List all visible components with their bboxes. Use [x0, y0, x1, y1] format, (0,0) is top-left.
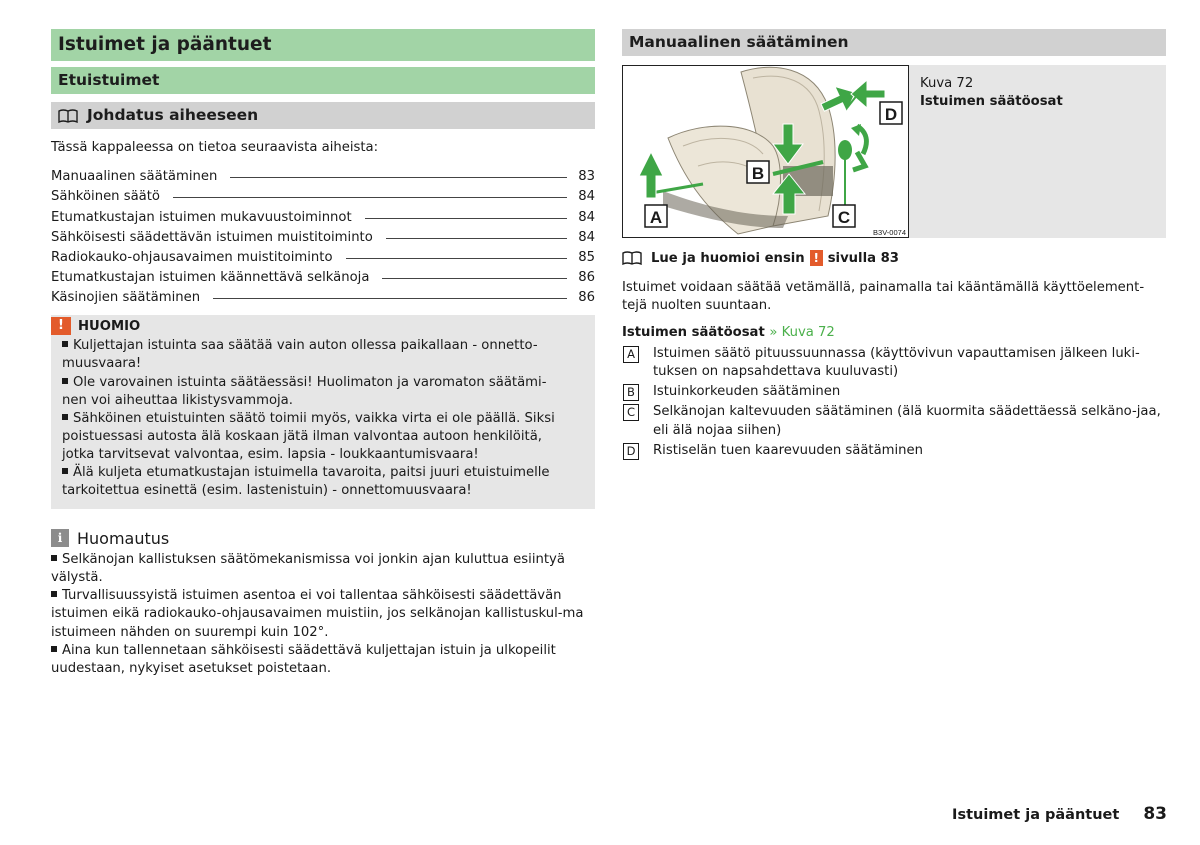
warning-icon: ! [810, 250, 823, 266]
bullet-icon [62, 468, 68, 474]
label-b [747, 161, 769, 183]
warning-item [62, 410, 567, 464]
bullet-icon [62, 414, 68, 420]
figure-code: B3V-0074 [873, 228, 906, 237]
toc-leader-line [213, 298, 567, 299]
part-letter-box: C [623, 404, 639, 421]
warning-item [62, 374, 567, 410]
toc-item[interactable] [51, 184, 595, 204]
note-item [51, 587, 595, 641]
section-heading-label: Manuaalinen säätäminen [629, 33, 849, 51]
note-title: Huomautus [77, 528, 170, 548]
toc-item[interactable] [51, 225, 595, 245]
toc-item[interactable] [51, 245, 595, 265]
figure-number: Kuva 72 [920, 76, 974, 91]
note-item-text: Selkänojan kallistuksen säätömekanismissa voi jonkin ajan kuluttua esiintyä välystä. [51, 552, 565, 586]
warning-box [51, 315, 595, 509]
bullet-icon [51, 555, 57, 561]
toc-item-page: 84 [578, 189, 595, 205]
toc-item[interactable] [51, 265, 595, 285]
part-letter-box: A [623, 346, 639, 363]
part-text: Istuimen säätö pituussuunnassa (käyttövivun vapauttamisen jälkeen luki-tuksen on napsahdettava kuuluvasti) [653, 346, 1140, 380]
toc-item-label: Sähköisesti säädettävän istuimen muistitoiminto [51, 229, 373, 245]
ref-prefix: Lue ja huomioi ensin [651, 250, 805, 266]
info-icon: i [51, 529, 69, 547]
section-title: Etuistuimet [51, 67, 595, 94]
warning-title: HUOMIO [78, 318, 141, 334]
part-letter-box: D [623, 443, 639, 460]
toc-item-label: Manuaalinen säätäminen [51, 169, 218, 185]
toc-item[interactable] [51, 285, 595, 305]
book-icon [58, 109, 78, 123]
list-item [622, 383, 1166, 401]
seat-illustration [623, 66, 908, 237]
toc-leader-line [382, 278, 567, 279]
seat-figure [622, 65, 909, 238]
warning-header [51, 315, 595, 337]
description-paragraph: Istuimet voidaan säätää vetämällä, painamalla tai kääntämällä käyttöelement-tejä nuolten suuntaan. [622, 280, 1145, 314]
toc-item-label: Sähköinen säätö [51, 189, 161, 205]
parts-title-label: Istuimen säätöosat [622, 325, 765, 341]
figure-caption [909, 65, 1063, 238]
toc-leader-line [346, 258, 568, 259]
page-number: 83 [1143, 804, 1167, 824]
toc-item-page: 84 [578, 229, 595, 245]
toc-leader-line [365, 218, 568, 219]
parts-list [622, 345, 1166, 460]
toc-item-page: 86 [578, 270, 595, 286]
section-heading [622, 29, 1166, 56]
part-text: Ristiselän tuen kaarevuuden säätäminen [653, 442, 923, 458]
toc-item-label: Etumatkustajan istuimen käännettävä selkänoja [51, 270, 370, 286]
warning-item-text: Älä kuljeta etumatkustajan istuimella tavaroita, paitsi juuri etuistuimelle tarkoitettua esinettä (esim. lastenistuin) - onnettomuusvaara! [62, 464, 550, 499]
list-item [622, 345, 1166, 381]
toc-item[interactable] [51, 204, 595, 224]
note-section [51, 528, 595, 678]
ref-suffix: sivulla 83 [827, 250, 899, 266]
note-item [51, 642, 595, 678]
figure-link[interactable]: » Kuva 72 [769, 325, 835, 341]
warning-item-text: Ole varovainen istuinta säätäessäsi! Huolimaton ja varomaton säätämi-nen voi aiheuttaa likistysvammoja. [62, 374, 547, 408]
warning-body [51, 337, 595, 500]
toc-item-page: 83 [578, 169, 595, 185]
note-item-text: Aina kun tallennetaan sähköisesti säädettävä kuljettajan istuin ja ulkopeilit uudestaan, nykyiset asetukset poistetaan. [51, 642, 556, 676]
svg-text:B: B [751, 164, 765, 183]
list-item [622, 403, 1166, 439]
part-letter-box: B [623, 384, 639, 401]
note-item-text: Turvallisuussyistä istuimen asentoa ei voi tallentaa sähköisesti säädettävän istuimen eikä radiokauko-ohjausavaimen muistiin, jos selkänojan kallistuskul-ma istuimeen nähden on suurempi kuin 102°. [51, 588, 584, 640]
svg-text:A: A [649, 208, 663, 227]
label-c [833, 205, 855, 227]
toc-leader-line [173, 197, 567, 198]
part-text: Selkänojan kaltevuuden säätäminen (älä kuormita säädettäessä selkäno-jaa, eli älä nojaa siihen) [653, 404, 1161, 438]
intro-heading-label: Johdatus aiheeseen [87, 106, 259, 124]
bullet-icon [62, 341, 68, 347]
toc-leader-line [230, 177, 567, 178]
bullet-icon [51, 591, 57, 597]
label-a [645, 205, 667, 227]
figure-panel [622, 65, 1166, 238]
table-of-contents [51, 164, 595, 305]
intro-heading [51, 102, 595, 129]
right-column [622, 29, 1166, 462]
svg-text:D: D [884, 105, 898, 124]
note-header [51, 528, 595, 548]
toc-leader-line [386, 238, 567, 239]
book-icon [622, 251, 642, 265]
page-footer [952, 804, 1167, 824]
toc-item[interactable] [51, 164, 595, 184]
note-item [51, 551, 595, 587]
warning-item-text: Sähköinen etuistuinten säätö toimii myös, vaikka virta ei ole päällä. Siksi poistuessasi autosta älä koskaan jätä ilman valvontaa autoon henkilöitä, jotka tarvitsevat valvontaa, esim. lapsia - loukkaantumisvaara! [62, 410, 555, 462]
bullet-icon [51, 646, 57, 652]
bullet-icon [62, 378, 68, 384]
label-d [880, 102, 902, 124]
note-body [51, 551, 595, 678]
toc-item-label: Radiokauko-ohjausavaimen muistitoiminto [51, 249, 333, 265]
toc-item-page: 85 [578, 249, 595, 265]
svg-text:C: C [837, 208, 851, 227]
toc-item-label: Etumatkustajan istuimen mukavuustoiminnot [51, 209, 352, 225]
read-first-reference[interactable] [622, 247, 1166, 269]
left-column [51, 29, 595, 678]
footer-chapter-title: Istuimet ja pääntuet [952, 807, 1120, 823]
list-item [622, 442, 1166, 460]
toc-item-label: Käsinojien säätäminen [51, 290, 201, 306]
warning-icon: ! [51, 317, 71, 335]
parts-title [622, 324, 1166, 342]
toc-item-page: 84 [578, 209, 595, 225]
chapter-title: Istuimet ja pääntuet [51, 29, 595, 61]
toc-item-page: 86 [578, 290, 595, 306]
warning-item-text: Kuljettajan istuinta saa säätää vain auton ollessa paikallaan - onnetto-muusvaara! [62, 338, 538, 372]
figure-title: Istuimen säätöosat [920, 94, 1063, 109]
warning-item [62, 337, 567, 373]
warning-item [62, 464, 567, 500]
part-text: Istuinkorkeuden säätäminen [653, 384, 841, 400]
intro-text: Tässä kappaleessa on tietoa seuraavista aiheista: [51, 140, 379, 155]
